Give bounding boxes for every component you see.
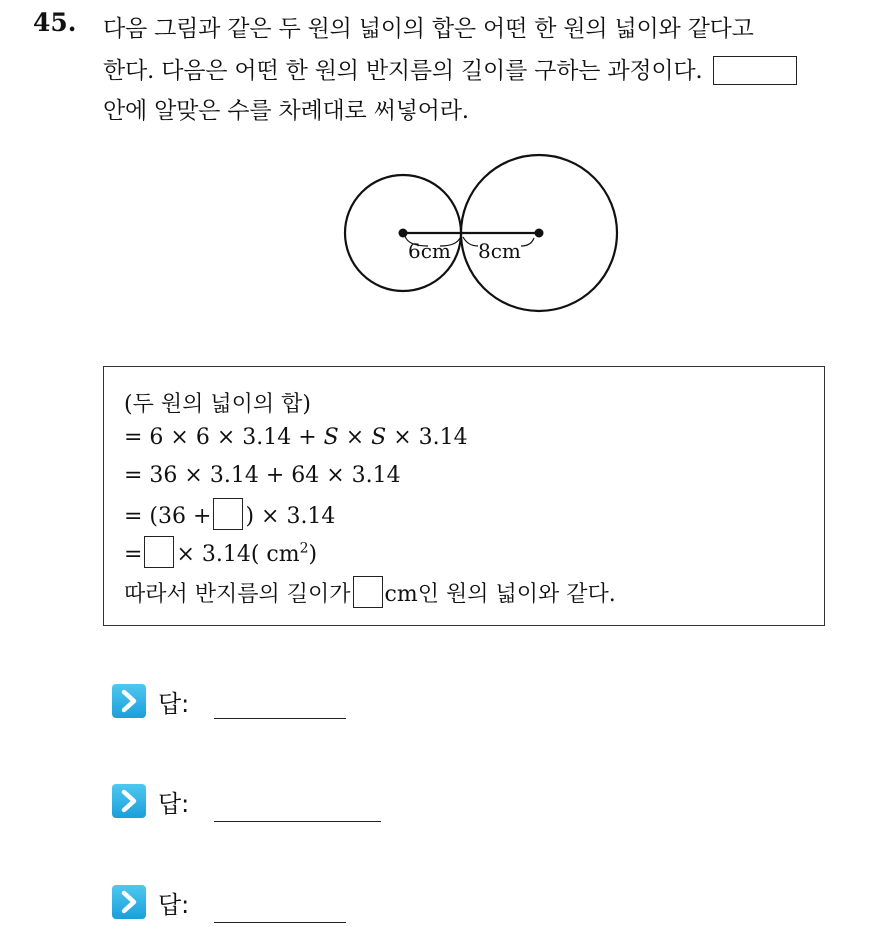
solution-line-1: (두 원의 넓이의 합) — [124, 392, 311, 417]
solution-line-6-pre: 따라서 반지름의 길이가 — [124, 582, 351, 607]
two-circles-figure — [336, 148, 626, 318]
solution-line-3: = 36 × 3.14 + 64 × 3.14 — [124, 463, 401, 488]
answer-blank-3 — [353, 576, 383, 608]
small-center-dot — [399, 229, 408, 238]
question-line-3: 안에 알맞은 수를 차례대로 써넣어라. — [103, 98, 469, 124]
solution-line-5-post: × 3.14( cm — [176, 542, 300, 567]
chevron-right-icon — [112, 885, 146, 919]
answer-line-3[interactable] — [214, 922, 346, 923]
answer-label: 답: — [158, 790, 190, 818]
question-line-2 — [103, 52, 797, 87]
question-number: 45. — [33, 8, 77, 37]
solution-line-5-sup: 2 — [299, 540, 309, 557]
question-line-1: 다음 그림과 같은 두 원의 넓이의 합은 어떤 한 원의 넓이와 같다고 — [103, 16, 754, 42]
solution-line-5-pre: = — [124, 542, 143, 567]
answer-line-2[interactable] — [214, 821, 381, 822]
solution-line-2: = 6 × 6 × 3.14 + 𝑆 × 𝑆 × 3.14 — [124, 425, 468, 450]
question-line-2-text: 한다. 다음은 어떤 한 원의 반지름의 길이를 구하는 과정이다. — [103, 58, 703, 84]
solution-line-6 — [124, 577, 616, 611]
right-radius-label: 8cm — [478, 239, 521, 263]
large-center-dot — [535, 229, 544, 238]
solution-line-5-close: ) — [308, 542, 318, 567]
answer-blank-2 — [144, 536, 174, 568]
question-blank-box — [713, 56, 797, 85]
solution-line-6-post: cm인 원의 넓이와 같다. — [384, 582, 616, 607]
solution-line-5 — [124, 539, 317, 571]
answer-blank-1 — [213, 498, 243, 530]
left-radius-label: 6cm — [408, 239, 451, 263]
chevron-right-icon — [112, 684, 146, 718]
chevron-right-icon — [112, 784, 146, 818]
solution-line-4-pre: = (36 + — [124, 504, 212, 529]
solution-line-4-post: ) × 3.14 — [245, 504, 336, 529]
solution-line-4 — [124, 501, 335, 533]
solution-box — [103, 366, 825, 626]
answer-label: 답: — [158, 690, 190, 718]
answer-line-1[interactable] — [214, 718, 346, 719]
answer-label: 답: — [158, 891, 190, 919]
